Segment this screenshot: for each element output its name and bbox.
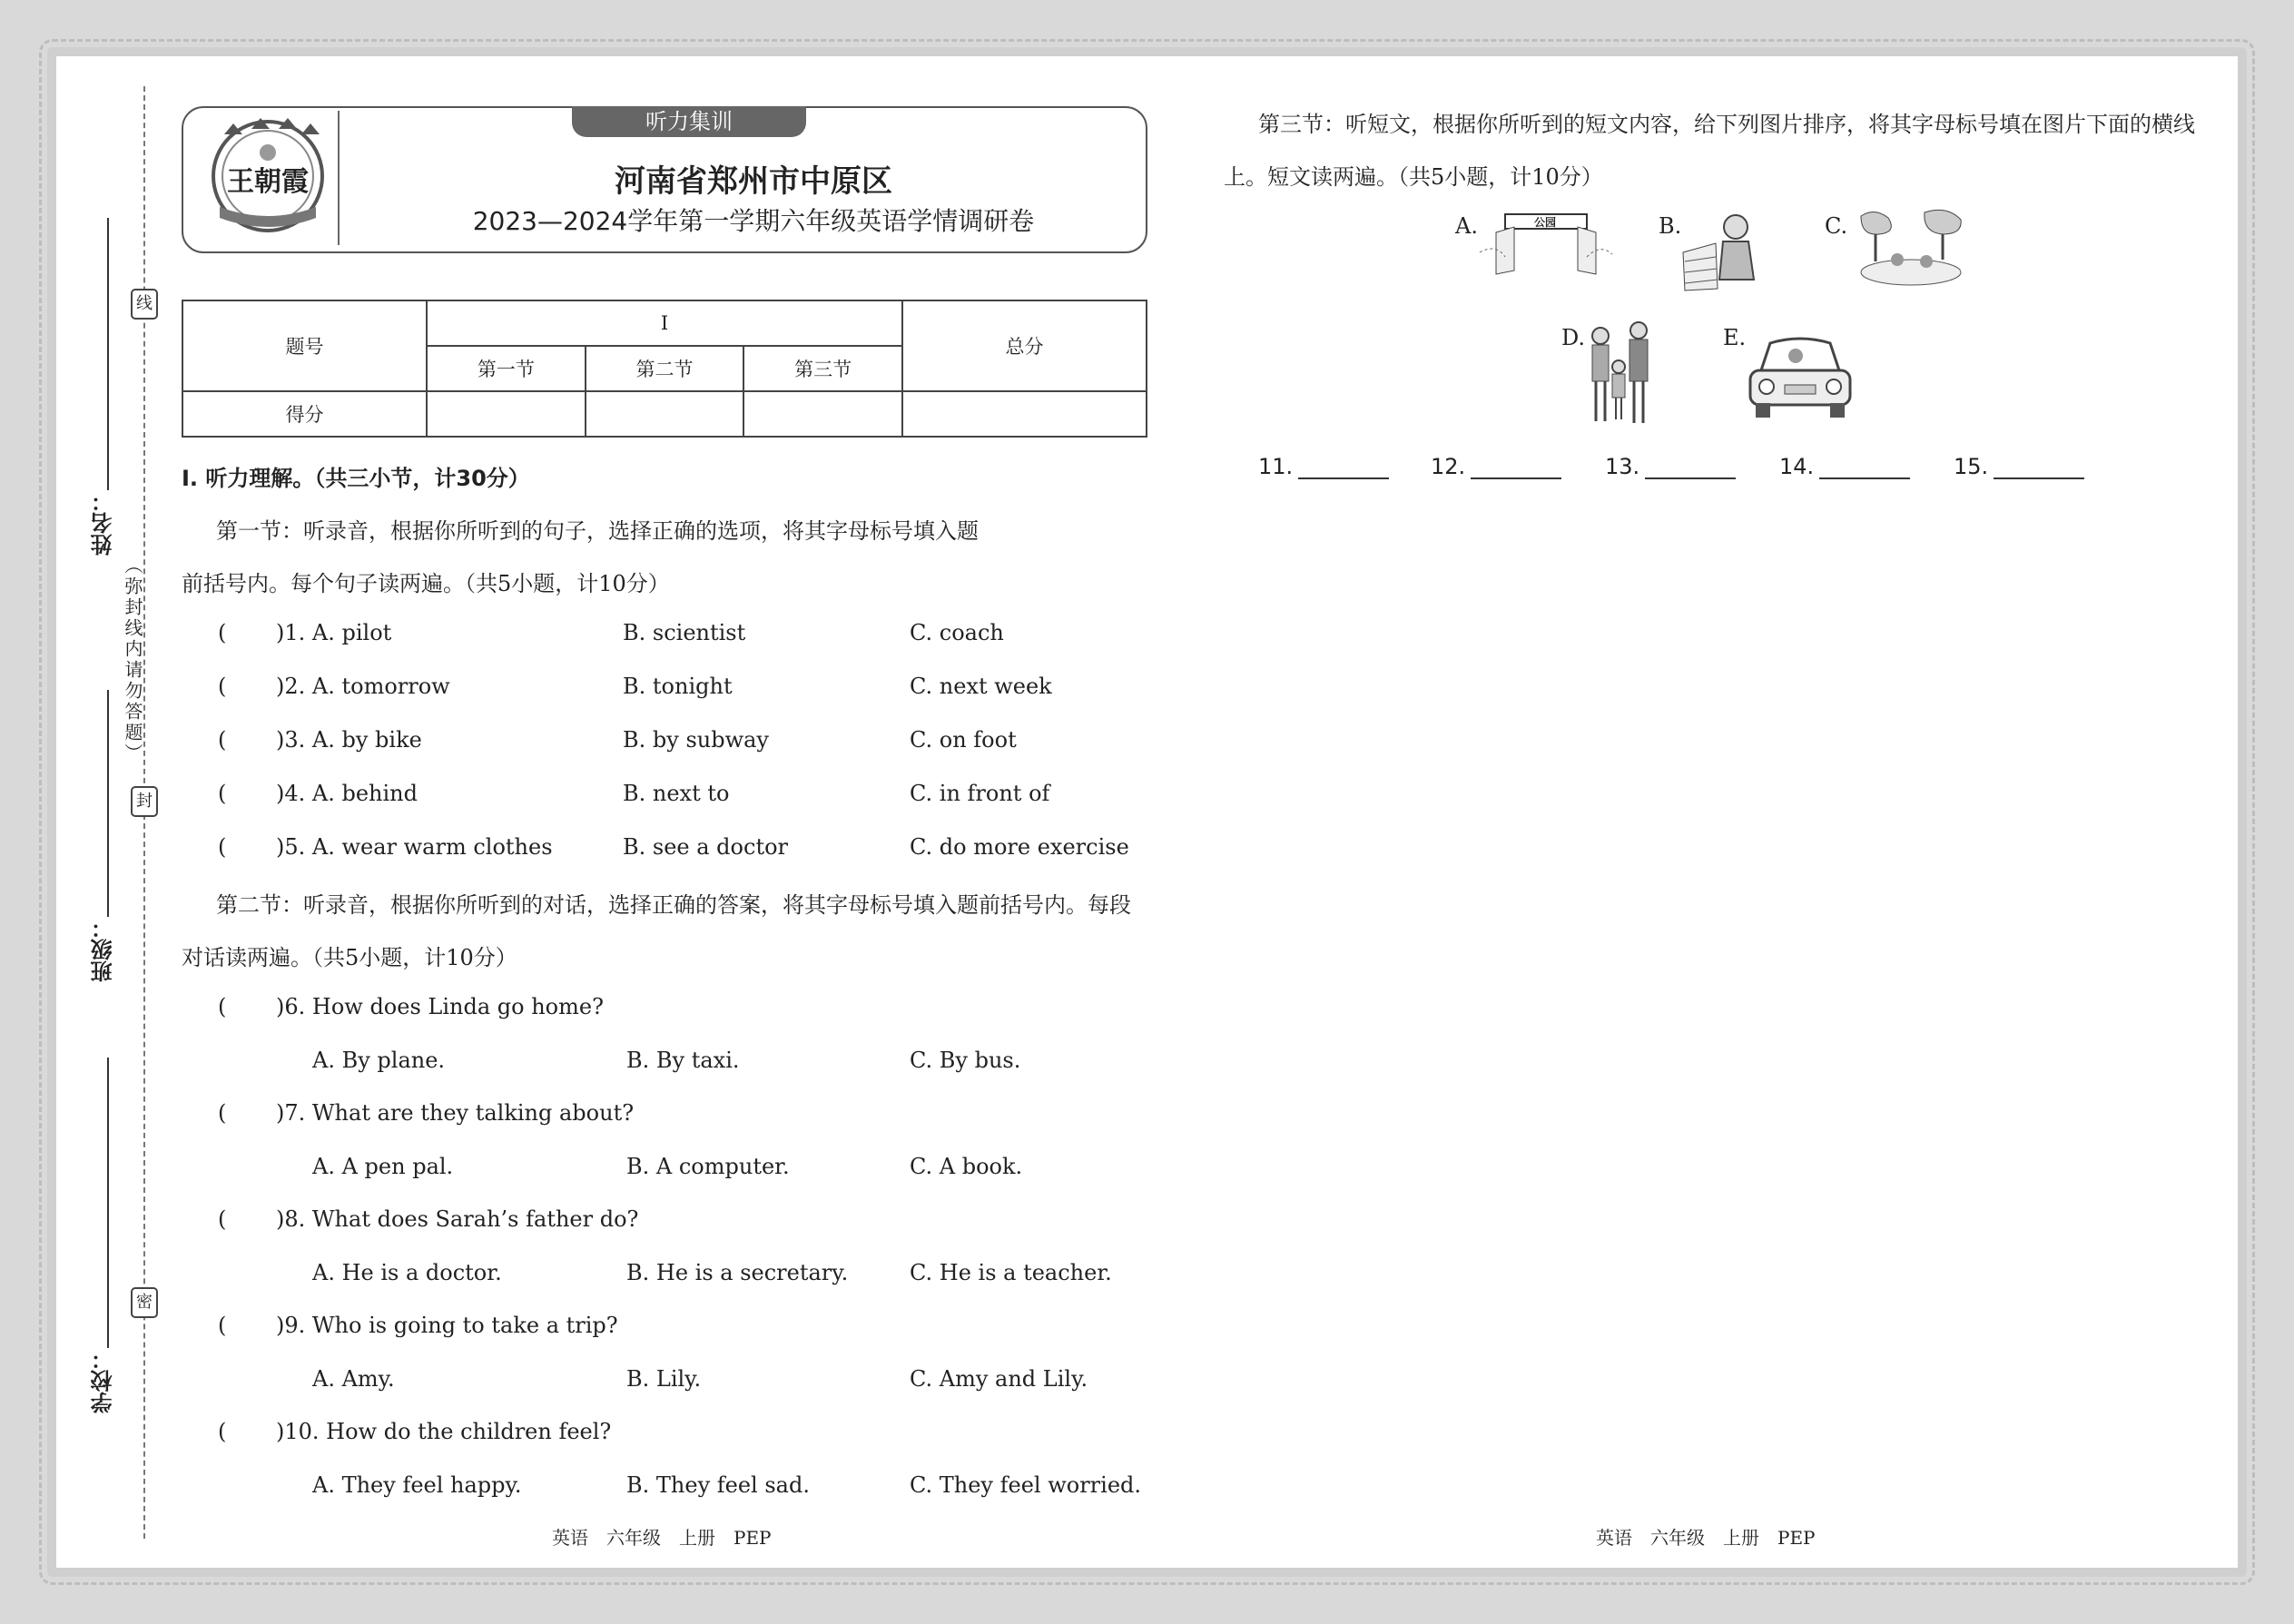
- question-option-b: B. tonight: [623, 674, 733, 699]
- answer-bracket[interactable]: (: [218, 834, 227, 860]
- score-cell-1[interactable]: [427, 391, 586, 437]
- question-option-a: A. A pen pal.: [312, 1154, 454, 1179]
- header-separator: [338, 111, 340, 245]
- sec2-instructions-1: 第二节：听录音，根据你所听到的对话，选择正确的答案，将其字母标号填入题前括号内。每段: [216, 892, 1131, 918]
- pic-label-e: E.: [1723, 325, 1747, 350]
- question-option-a: A. They feel happy.: [312, 1472, 522, 1498]
- question-option-b: B. Lily.: [626, 1366, 702, 1392]
- question-option-a: A. He is a doctor.: [312, 1260, 502, 1285]
- shopping-image: [1679, 207, 1770, 293]
- question-option-a: )4. A. behind: [276, 781, 418, 806]
- total-label: 总分: [902, 300, 1147, 391]
- col-label: 题号: [182, 300, 427, 391]
- question-option-a: )2. A. tomorrow: [276, 674, 450, 699]
- question-option-b: B. see a doctor: [623, 834, 789, 860]
- question-text: )6. How does Linda go home?: [276, 994, 604, 1019]
- answer-bracket[interactable]: (: [218, 994, 227, 1019]
- sec3-instructions-2: 上。短文读两遍。（共5小题，计10分）: [1224, 164, 1603, 190]
- question-option-c: C. Amy and Lily.: [910, 1366, 1088, 1392]
- question-option-c: C. next week: [910, 674, 1052, 699]
- answer-blank-12: 12.: [1431, 454, 1561, 479]
- exam-title: 2023—2024学年第一学期六年级英语学情调研卷: [472, 206, 1035, 236]
- question-option-b: B. They feel sad.: [626, 1472, 810, 1498]
- question-option-c: C. A book.: [910, 1154, 1023, 1179]
- question-option-c: C. He is a teacher.: [910, 1260, 1112, 1285]
- part-3-header: 第三节: [743, 346, 902, 391]
- question-option-c: C. They feel worried.: [910, 1472, 1142, 1498]
- score-cell-3[interactable]: [743, 391, 902, 437]
- brand-logo: [202, 116, 334, 239]
- blank-line[interactable]: [1298, 456, 1389, 479]
- pic-label-c: C.: [1825, 213, 1848, 239]
- answer-blank-11: 11.: [1258, 454, 1389, 479]
- svg-text:王朝霞: 王朝霞: [227, 166, 309, 198]
- part-2-header: 第二节: [586, 346, 744, 391]
- question-option-a: )3. A. by bike: [276, 727, 422, 753]
- pic-label-d: D.: [1561, 325, 1586, 350]
- name-label: 姓名：: [91, 490, 116, 556]
- question-option-c: C. in front of: [910, 781, 1050, 806]
- score-cell-2[interactable]: [586, 391, 744, 437]
- score-table: [182, 300, 1147, 438]
- question-option-a: )5. A. wear warm clothes: [276, 834, 553, 860]
- family-image: [1584, 320, 1657, 427]
- school-field[interactable]: [107, 1058, 109, 1348]
- class-label: 班级：: [91, 917, 116, 982]
- answer-bracket[interactable]: (: [218, 620, 227, 645]
- blank-line[interactable]: [1645, 456, 1736, 479]
- mark-seal: 封: [131, 786, 158, 817]
- question-text: )9. Who is going to take a trip?: [276, 1313, 618, 1338]
- park-sign-text: 公园: [1534, 216, 1557, 229]
- park-gate-image: [1478, 207, 1614, 280]
- picnic-image: [1843, 207, 1970, 293]
- answer-bracket[interactable]: (: [218, 674, 227, 699]
- question-option-b: B. by subway: [623, 727, 769, 753]
- blank-line[interactable]: [1819, 456, 1910, 479]
- exam-title-region: 河南省郑州市中原区: [615, 163, 892, 200]
- blank-line[interactable]: [1994, 456, 2084, 479]
- answer-bracket[interactable]: (: [218, 727, 227, 753]
- answer-blank-15: 15.: [1954, 454, 2084, 479]
- answer-bracket[interactable]: (: [218, 1313, 227, 1338]
- question-text: )8. What does Sarah’s father do?: [276, 1206, 639, 1232]
- question-text: )7. What are they talking about?: [276, 1100, 635, 1126]
- answer-bracket[interactable]: (: [218, 1206, 227, 1232]
- mark-line: 线: [131, 289, 158, 320]
- section-number: Ⅰ: [427, 300, 902, 346]
- school-label: 学校：: [91, 1348, 116, 1413]
- answer-bracket[interactable]: (: [218, 1419, 227, 1444]
- answer-blank-14: 14.: [1779, 454, 1910, 479]
- question-option-c: C. By bus.: [910, 1048, 1021, 1073]
- car-image: [1745, 334, 1856, 423]
- sec3-instructions-1: 第三节：听短文，根据你所听到的短文内容，给下列图片排序，将其字母标号填在图片下面的横线: [1258, 112, 2195, 137]
- blank-line[interactable]: [1471, 456, 1561, 479]
- sec2-instructions-2: 对话读两遍。（共5小题，计10分）: [182, 945, 517, 970]
- question-text: )10. How do the children feel?: [276, 1419, 612, 1444]
- part1-heading: Ⅰ. 听力理解。（共三小节，计30分）: [182, 466, 530, 491]
- score-cell-total[interactable]: [902, 391, 1147, 437]
- score-row-label: 得分: [182, 391, 427, 437]
- question-option-a: )1. A. pilot: [276, 620, 392, 645]
- part-1-header: 第一节: [427, 346, 586, 391]
- question-option-c: C. do more exercise: [910, 834, 1129, 860]
- mark-secret: 密: [131, 1287, 158, 1318]
- question-option-b: B. scientist: [623, 620, 746, 645]
- question-option-b: B. A computer.: [626, 1154, 790, 1179]
- answer-blank-13: 13.: [1605, 454, 1736, 479]
- question-option-a: A. By plane.: [312, 1048, 446, 1073]
- question-option-c: C. on foot: [910, 727, 1017, 753]
- footer-left: 英语 六年级 上册 PEP: [552, 1527, 772, 1549]
- answer-bracket[interactable]: (: [218, 781, 227, 806]
- sec1-instructions-2: 前括号内。每个句子读两遍。（共5小题，计10分）: [182, 571, 670, 596]
- answer-bracket[interactable]: (: [218, 1100, 227, 1126]
- pic-label-a: A.: [1455, 213, 1478, 239]
- question-option-c: C. coach: [910, 620, 1004, 645]
- question-option-b: B. next to: [623, 781, 730, 806]
- binding-warning: （弥封线内请勿答题）: [122, 556, 143, 764]
- pic-label-b: B.: [1659, 213, 1682, 239]
- sec1-instructions-1: 第一节：听录音，根据你所听到的句子，选择正确的选项，将其字母标号填入题: [216, 518, 979, 544]
- question-option-a: A. Amy.: [312, 1366, 395, 1392]
- section-tab: 听力集训: [572, 106, 806, 137]
- class-field[interactable]: [107, 690, 109, 917]
- question-option-b: B. By taxi.: [626, 1048, 740, 1073]
- name-field[interactable]: [107, 218, 109, 490]
- question-option-b: B. He is a secretary.: [626, 1260, 849, 1285]
- footer-right: 英语 六年级 上册 PEP: [1596, 1527, 1816, 1549]
